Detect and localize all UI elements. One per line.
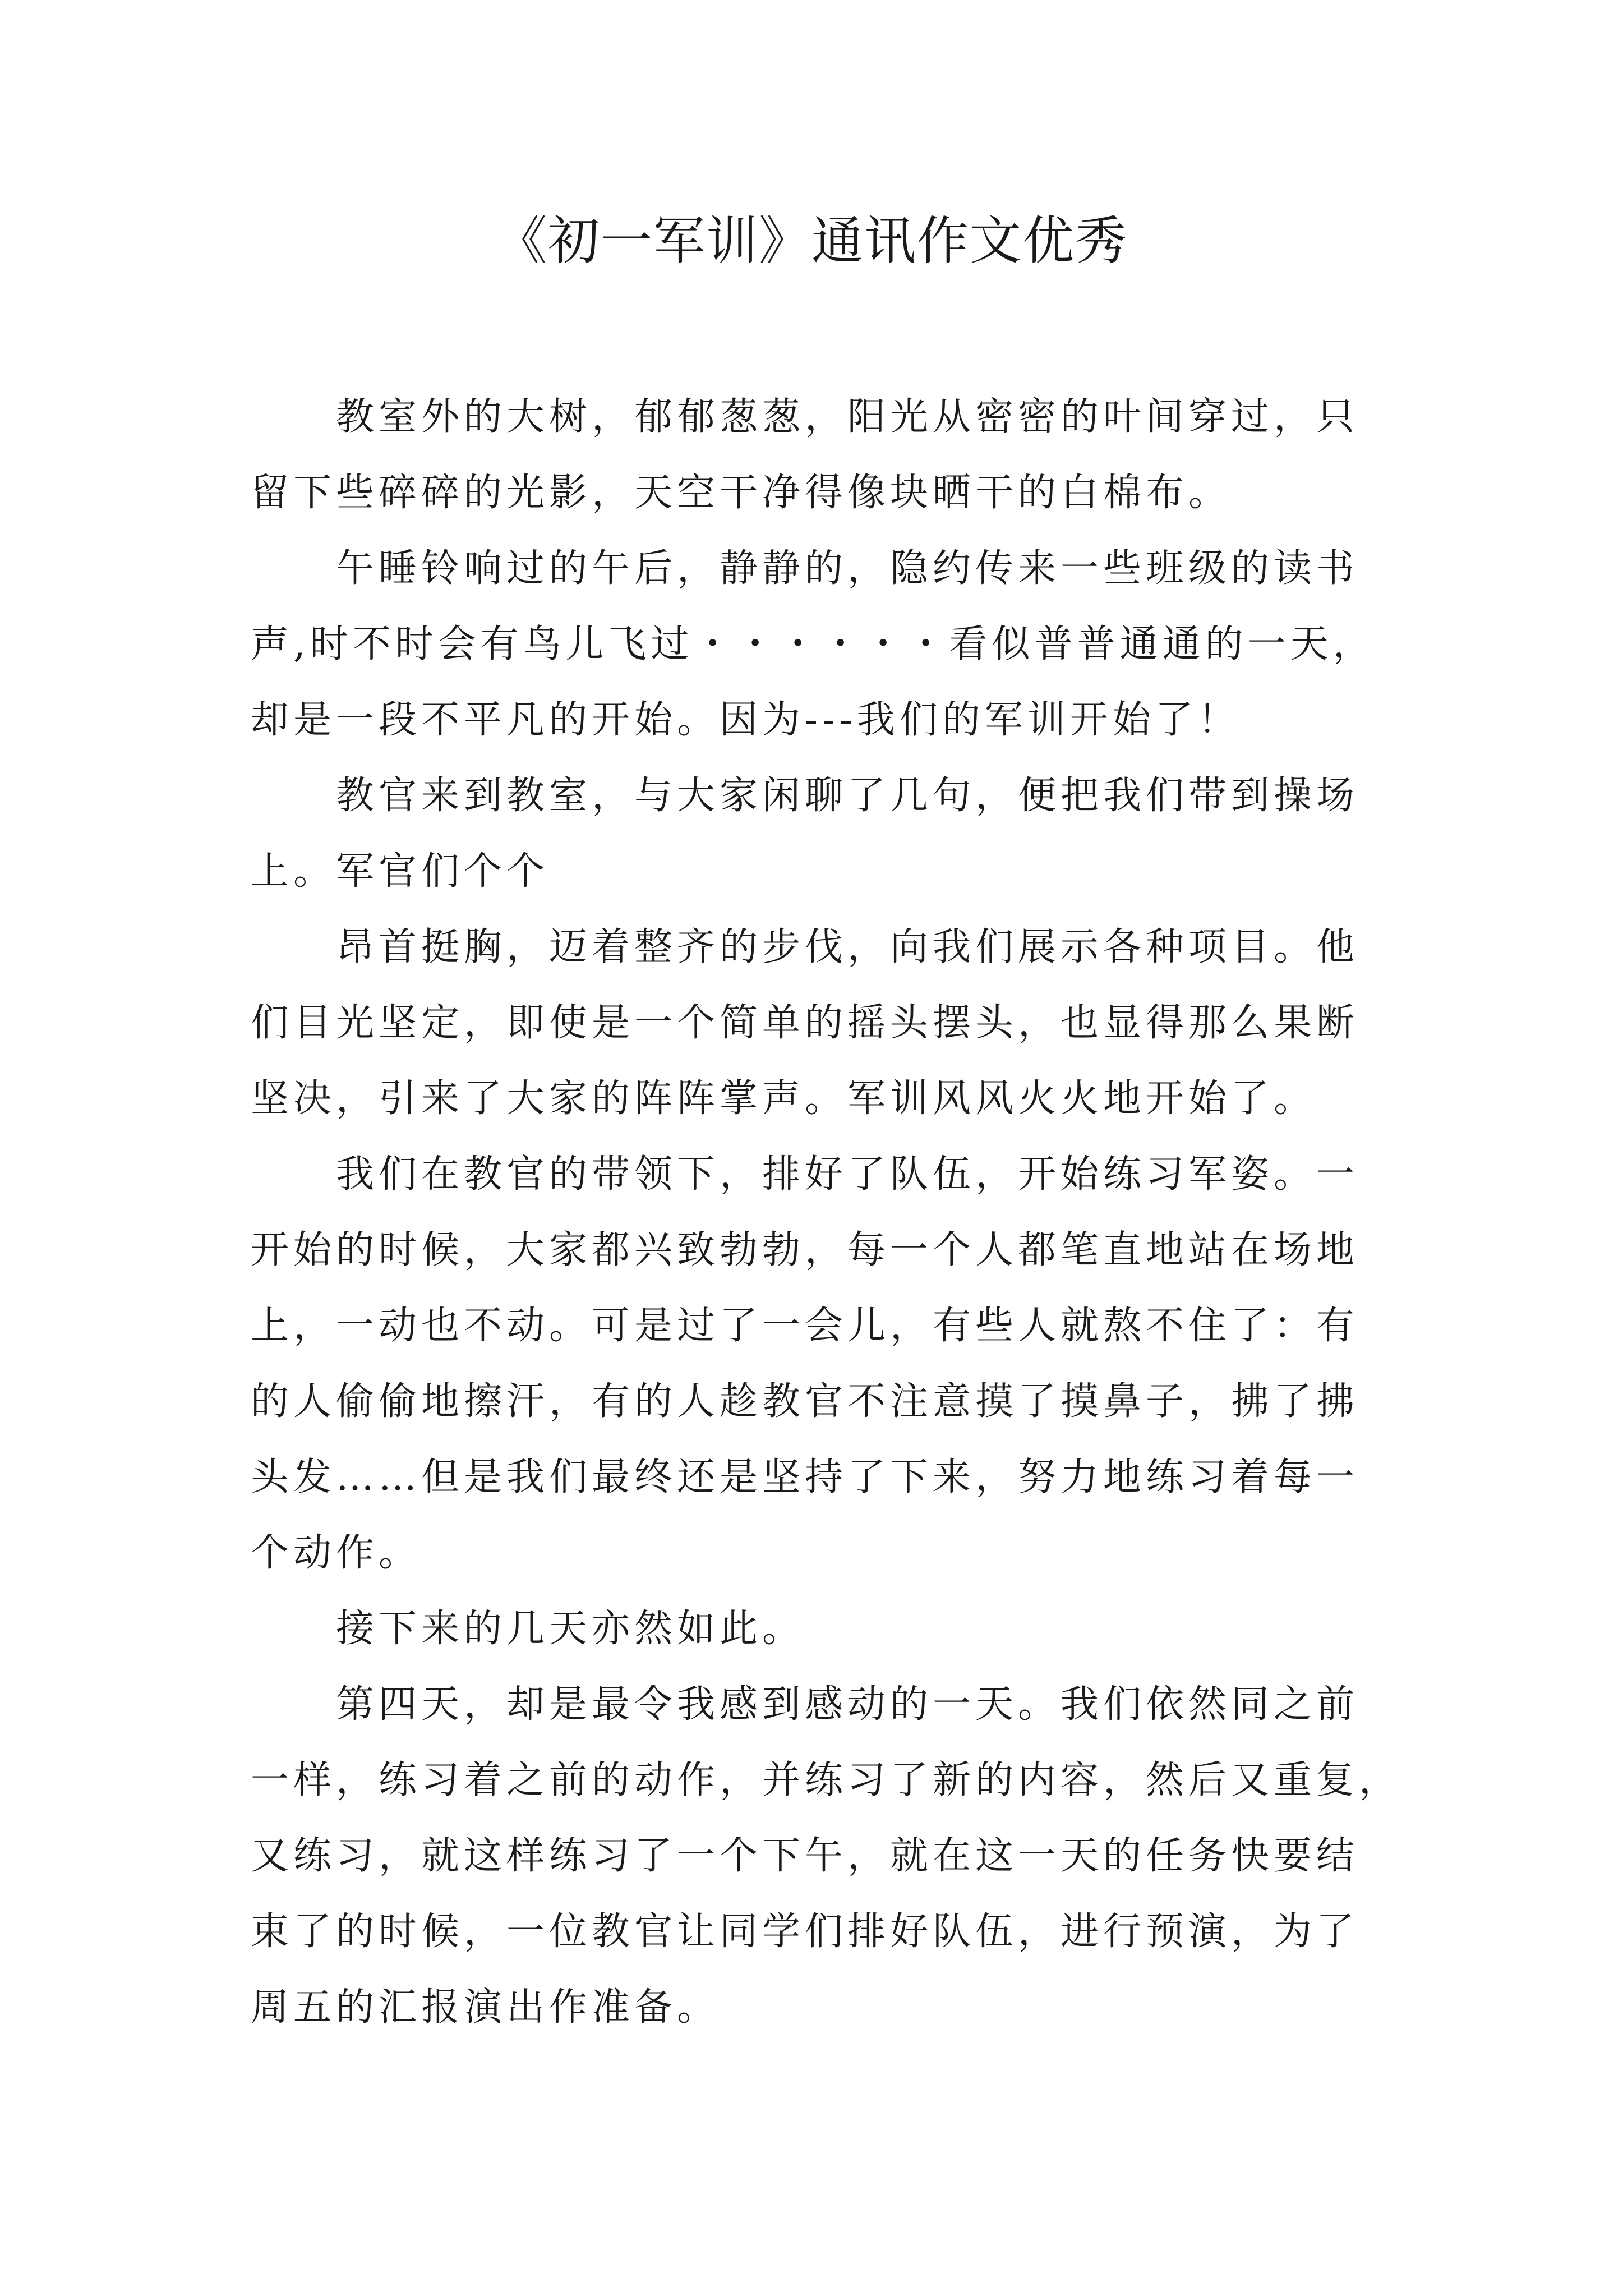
text-line: 束了的时候，一位教官让同学们排好队伍，进行预演，为了: [251, 1910, 1359, 1954]
text-line: 开始的时候，大家都兴致勃勃，每一个人都笔直地站在场地: [251, 1228, 1359, 1272]
text-line: 却是一段不平凡的开始。因为---我们的军训开始了！: [251, 698, 1241, 742]
text-line: 个动作。: [251, 1531, 422, 1575]
text-line: 一样，练习着之前的动作，并练习了新的内容，然后又重复，: [251, 1758, 1402, 1802]
text-line: 教室外的大树，郁郁葱葱，阳光从密密的叶间穿过，只: [336, 395, 1359, 439]
paragraph: [251, 909, 1384, 1137]
text-line: 的人偷偷地擦汗，有的人趁教官不注意摸了摸鼻子，拂了拂: [251, 1379, 1359, 1424]
page-title: 《初一军训》通讯作文优秀: [495, 211, 1128, 271]
text-line: 又练习，就这样练习了一个下午，就在这一天的任务快要结: [251, 1834, 1359, 1878]
text-line: 坚决，引来了大家的阵阵掌声。军训风风火火地开始了。: [251, 1076, 1317, 1121]
text-line: 午睡铃响过的午后，静静的，隐约传来一些班级的读书: [336, 546, 1359, 591]
text-line: 昂首挺胸，迈着整齐的步伐，向我们展示各种项目。他: [336, 925, 1359, 969]
paragraph: [251, 379, 1384, 531]
text-line: 头发……但是我们最终还是坚持了下来，努力地练习着每一: [251, 1455, 1359, 1499]
paragraph: [251, 1667, 1402, 2045]
text-line: 接下来的几天亦然如此。: [336, 1607, 805, 1651]
text-line: 们目光坚定，即使是一个简单的摇头摆头，也显得那么果断: [251, 1001, 1359, 1045]
paragraph: [251, 1591, 1384, 1667]
text-line: 我们在教官的带领下，排好了队伍，开始练习军姿。一: [336, 1152, 1359, 1197]
document-body: [251, 379, 1402, 2045]
text-line: 教官来到教室，与大家闲聊了几句，便把我们带到操场: [336, 774, 1359, 818]
text-line: 声,时不时会有鸟儿飞过・・・・・・看似普普通通的一天，: [251, 622, 1376, 666]
text-line: 留下些碎碎的光影，天空干净得像块晒干的白棉布。: [251, 471, 1232, 515]
text-line: 上，一动也不动。可是过了一会儿，有些人就熬不住了：有: [251, 1304, 1359, 1348]
text-line: 第四天，却是最令我感到感动的一天。我们依然同之前: [336, 1682, 1359, 1727]
text-line: 周五的汇报演出作准备。: [251, 1985, 720, 2030]
paragraph: [251, 531, 1384, 758]
text-line: 上。军官们个个: [251, 849, 550, 894]
paragraph: [251, 758, 1384, 909]
paragraph: [251, 1137, 1384, 1591]
